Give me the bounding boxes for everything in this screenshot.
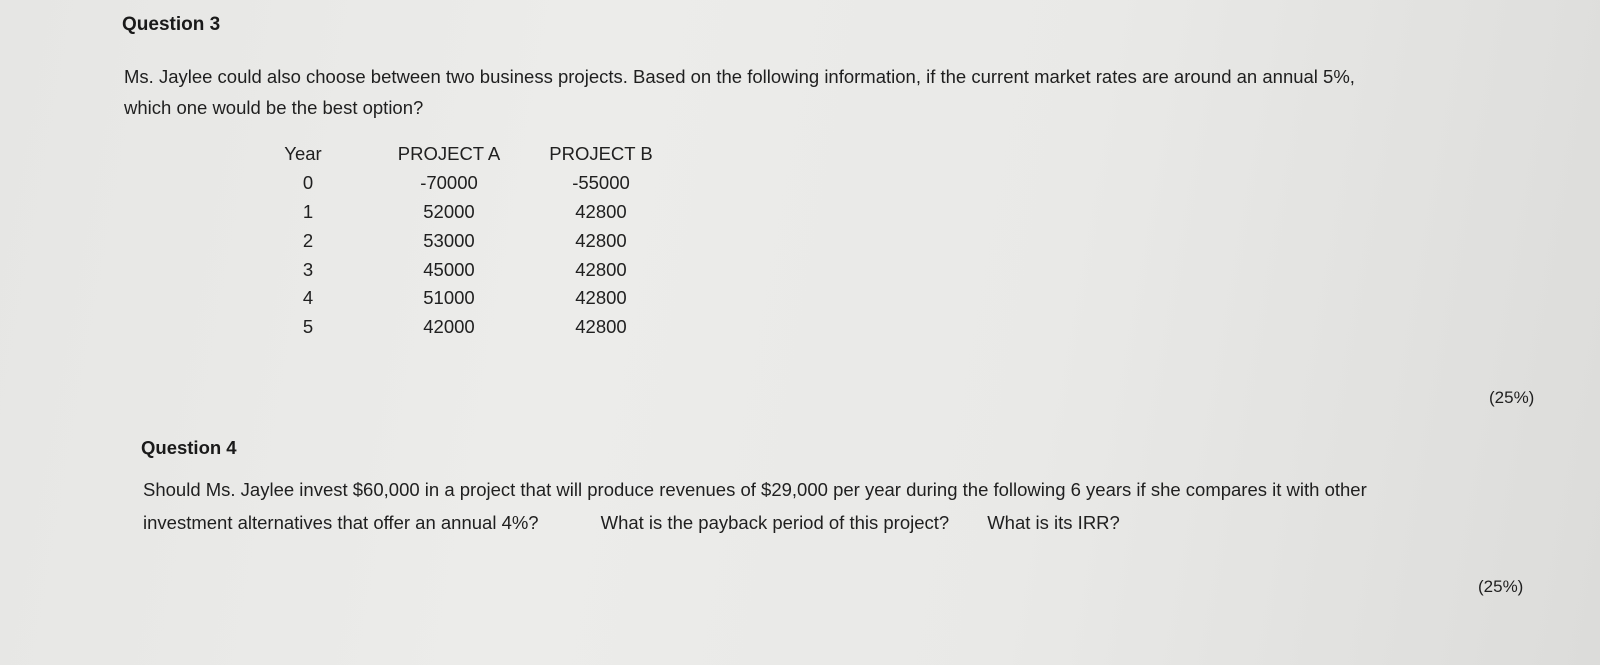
- question-4-line-2-part-b: What is the payback period of this project?: [600, 512, 950, 533]
- table-cell-project-a: -70000: [420, 172, 478, 193]
- question-4-text: [143, 473, 1367, 539]
- table-cell-project-b: 42800: [575, 316, 627, 337]
- question-4-line-2-part-c: What is its IRR?: [987, 512, 1120, 533]
- table-header-project-b: PROJECT B: [549, 143, 653, 164]
- table-header-year: Year: [284, 143, 322, 164]
- question-4-line-2: [143, 506, 1367, 539]
- table-cell-project-b: 42800: [575, 230, 627, 251]
- question-3-line-1: Ms. Jaylee could also choose between two business projects. Based on the following information, if the current market rates are around an annual 5%,: [124, 66, 1355, 87]
- table-cell-project-a: 53000: [423, 230, 475, 251]
- table-cell-year: 2: [302, 230, 314, 251]
- question-3-weight: (25%): [1489, 388, 1535, 407]
- table-cell-project-b: 42800: [575, 259, 627, 280]
- question-4-line-1: Should Ms. Jaylee invest $60,000 in a project that will produce revenues of $29,000 per year during the following 6 years if she compares it with other: [143, 479, 1367, 500]
- table-cell-project-b: -55000: [572, 172, 630, 193]
- question-3-line-2: which one would be the best option?: [124, 97, 424, 118]
- table-cell-year: 5: [302, 316, 314, 337]
- question-4-weight: (25%): [1478, 577, 1524, 596]
- table-cell-year: 0: [302, 172, 314, 193]
- table-cell-project-a: 51000: [423, 287, 475, 308]
- table-cell-project-b: 42800: [575, 287, 627, 308]
- question-4-line-2-part-a: investment alternatives that offer an annual 4%?: [143, 512, 539, 533]
- question-3-title: Question 3: [122, 14, 221, 35]
- table-cell-project-a: 45000: [423, 259, 475, 280]
- table-cell-project-a: 52000: [423, 201, 475, 222]
- table-cell-year: 4: [302, 287, 314, 308]
- table-cell-project-a: 42000: [423, 316, 475, 337]
- table-header-project-a: PROJECT A: [397, 143, 501, 164]
- table-cell-year: 3: [302, 259, 314, 280]
- question-4-title: Question 4: [141, 437, 237, 458]
- table-cell-year: 1: [302, 201, 314, 222]
- table-cell-project-b: 42800: [575, 201, 627, 222]
